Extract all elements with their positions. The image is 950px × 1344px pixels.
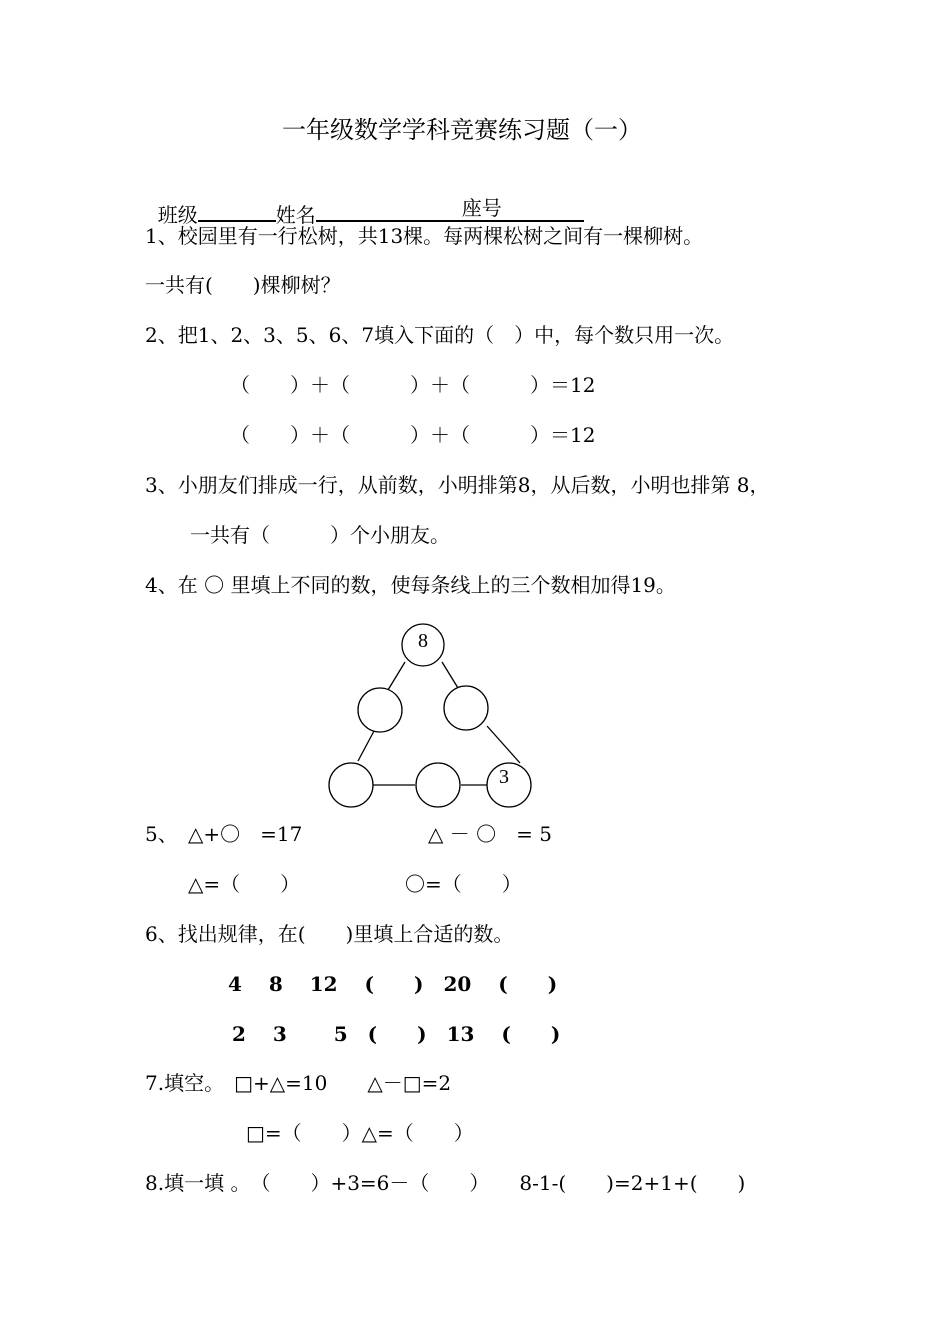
header-row bbox=[145, 170, 584, 229]
question-7-line-1: 7.填空。 □+△=10 △－□=2 bbox=[145, 1071, 452, 1095]
question-2-line-1: 2、把1、2、3、5、6、7填入下面的（ ）中，每个数只用一次。 bbox=[145, 323, 735, 347]
bottom-middle-circle bbox=[416, 763, 460, 807]
question-1-line-2: 一共有( )棵柳树？ bbox=[145, 273, 341, 297]
top-circle-value: 8 bbox=[418, 630, 428, 652]
name-label: 姓名 bbox=[275, 203, 316, 227]
bottom-left-circle bbox=[329, 763, 373, 807]
question-1-line-1: 1、校园里有一行松树，共13棵。每两棵松树之间有一棵柳树。 bbox=[145, 224, 704, 248]
class-label: 班级 bbox=[157, 203, 198, 227]
question-6-sequence-1: 4 8 12 ( ) 20 ( ) bbox=[228, 972, 558, 996]
question-4-line-1: 4、在 〇 里填上不同的数，使每条线上的三个数相加得19。 bbox=[145, 573, 676, 597]
question-6-line-1: 6、找出规律，在( )里填上合适的数。 bbox=[145, 922, 514, 946]
question-3-line-2: 一共有（ ）个小朋友。 bbox=[190, 523, 450, 547]
question-3-line-1: 3、小朋友们排成一行，从前数，小明排第8，从后数，小明也排第 8， bbox=[145, 473, 770, 497]
question-5-equation-b: △ － 〇 = 5 bbox=[428, 822, 552, 846]
left-edge-line-top bbox=[388, 662, 405, 690]
question-2-equation-1: （ ）＋（ ）＋（ ）＝12 bbox=[230, 373, 596, 397]
triangle-circle-diagram bbox=[320, 615, 540, 815]
left-edge-line-bottom bbox=[358, 731, 374, 761]
question-5-answer-a: △=（ ） bbox=[188, 872, 301, 896]
question-2-equation-2: （ ）＋（ ）＋（ ）＝12 bbox=[230, 423, 596, 447]
bottom-right-circle-value: 3 bbox=[499, 766, 509, 788]
question-5-answer-b: 〇=（ ） bbox=[405, 872, 522, 896]
right-edge-line-bottom bbox=[487, 726, 520, 763]
bottom-right-circle bbox=[487, 763, 531, 807]
question-7-line-2: □=（ ）△=（ ） bbox=[246, 1121, 474, 1145]
right-middle-circle bbox=[444, 686, 488, 730]
left-middle-circle bbox=[358, 688, 402, 732]
question-5-equation-a: △+〇 =17 bbox=[188, 822, 303, 846]
question-6-sequence-2: 2 3 5 ( ) 13 ( ) bbox=[232, 1022, 561, 1046]
class-blank bbox=[198, 198, 276, 222]
question-5-number: 5、 bbox=[145, 822, 178, 846]
right-edge-line-top bbox=[442, 662, 458, 688]
seat-label: 座号 bbox=[461, 196, 502, 220]
page-title: 一年级数学学科竞赛练习题（一） bbox=[282, 116, 642, 144]
question-8-line-1: 8.填一填 。 （ ）+3=6－（ ） 8-1-( )=2+1+( ) bbox=[145, 1171, 746, 1195]
name-blank bbox=[316, 198, 584, 222]
